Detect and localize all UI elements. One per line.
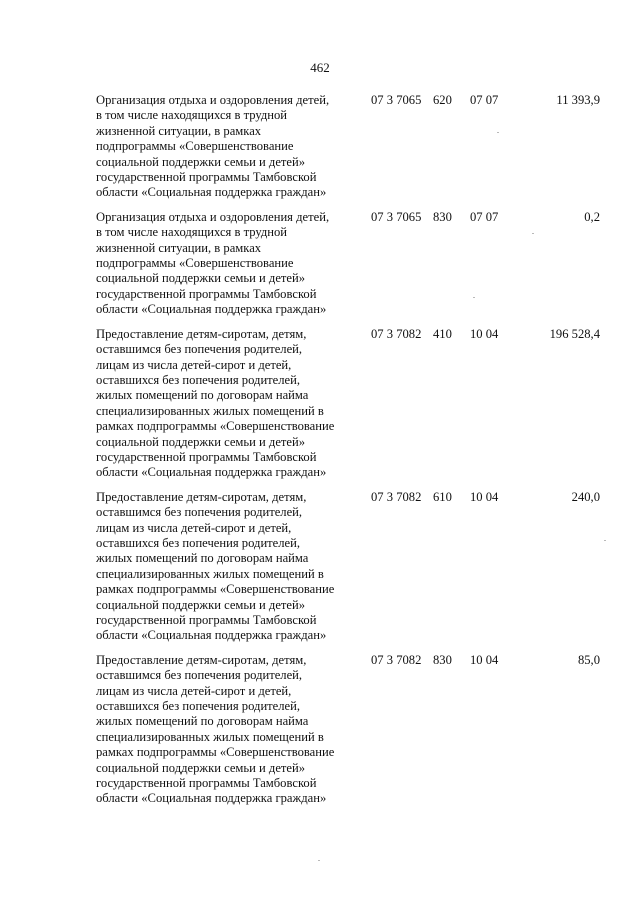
target-article-code: 07 3 7065 xyxy=(371,93,422,107)
section-subsection-code: 10 04 xyxy=(470,326,499,341)
description-line: социальной поддержки семьи и детей» xyxy=(96,760,306,775)
description-line: Предоставление детям-сиротам, детям, xyxy=(96,652,307,667)
budget-table xyxy=(0,93,640,816)
description-line: специализированных жилых помещений в xyxy=(96,403,324,418)
description-line: социальной поддержки семьи и детей» xyxy=(96,154,306,169)
row-description xyxy=(96,653,358,807)
amount-value: 196 528,4 xyxy=(549,326,600,341)
description-line: лицам из числа детей-сирот и детей, xyxy=(96,357,292,372)
description-line: оставшимся без попечения родителей, xyxy=(96,505,303,520)
description-line: лицам из числа детей-сирот и детей, xyxy=(96,520,292,535)
description-line: жизненной ситуации, в рамках xyxy=(96,123,262,138)
description-line: области «Социальная поддержка граждан» xyxy=(96,185,327,200)
section-subsection-code: 07 07 xyxy=(470,209,499,224)
amount-value: 240,0 xyxy=(571,489,600,504)
target-article-code: 07 3 7065 xyxy=(371,209,422,224)
table-row xyxy=(0,490,640,644)
description-line: государственной программы Тамбовской xyxy=(96,170,317,185)
description-line: подпрограммы «Совершенствование xyxy=(96,139,294,154)
description-line: области «Социальная поддержка граждан» xyxy=(96,791,327,806)
description-line: оставшихся без попечения родителей, xyxy=(96,372,301,387)
scan-speck xyxy=(532,233,534,234)
description-line: лицам из числа детей-сирот и детей, xyxy=(96,683,292,698)
table-row xyxy=(0,327,640,481)
expense-type-code: 610 xyxy=(433,489,452,504)
target-article-code: 07 3 7082 xyxy=(371,489,422,504)
description-line: специализированных жилых помещений в xyxy=(96,729,324,744)
description-line: государственной программы Тамбовской xyxy=(96,286,317,301)
row-description xyxy=(96,490,358,644)
section-subsection-code: 10 04 xyxy=(470,652,499,667)
target-article-code: 07 3 7082 xyxy=(371,652,422,667)
scan-speck xyxy=(318,860,320,861)
table-row xyxy=(0,210,640,318)
description-line: оставшимся без попечения родителей, xyxy=(96,668,303,683)
expense-type-code: 830 xyxy=(433,209,452,224)
table-row xyxy=(0,653,640,807)
description-line: рамках подпрограммы «Совершенствование xyxy=(96,745,335,760)
description-line: оставшимся без попечения родителей, xyxy=(96,342,303,357)
description-line: государственной программы Тамбовской xyxy=(96,776,317,791)
expense-type-code: 410 xyxy=(433,326,452,341)
description-line: социальной поддержки семьи и детей» xyxy=(96,271,306,286)
scan-speck xyxy=(473,297,475,298)
description-line: жилых помещений по договорам найма xyxy=(96,388,309,403)
row-description xyxy=(96,210,358,318)
table-row xyxy=(0,93,640,201)
description-line: рамках подпрограммы «Совершенствование xyxy=(96,419,335,434)
amount-value: 85,0 xyxy=(577,652,600,667)
description-line: в том числе находящихся в трудной xyxy=(96,225,288,240)
description-line: Организация отдыха и оздоровления детей, xyxy=(96,93,330,107)
description-line: подпрограммы «Совершенствование xyxy=(96,256,294,271)
section-subsection-code: 10 04 xyxy=(470,489,499,504)
description-line: области «Социальная поддержка граждан» xyxy=(96,628,327,643)
description-line: жилых помещений по договорам найма xyxy=(96,714,309,729)
description-line: оставшихся без попечения родителей, xyxy=(96,699,301,714)
description-line: специализированных жилых помещений в xyxy=(96,566,324,581)
description-line: социальной поддержки семьи и детей» xyxy=(96,434,306,449)
description-line: государственной программы Тамбовской xyxy=(96,613,317,627)
amount-value: 0,2 xyxy=(584,209,600,224)
scan-speck xyxy=(604,540,606,541)
description-line: Предоставление детям-сиротам, детям, xyxy=(96,489,307,504)
description-line: оставшихся без попечения родителей, xyxy=(96,535,301,550)
expense-type-code: 830 xyxy=(433,652,452,667)
description-line: в том числе находящихся в трудной xyxy=(96,108,288,123)
description-line: Предоставление детям-сиротам, детям, xyxy=(96,326,307,341)
expense-type-code: 620 xyxy=(433,93,452,107)
description-line: жилых помещений по договорам найма xyxy=(96,551,309,566)
row-description xyxy=(96,327,358,481)
scan-speck xyxy=(497,132,499,133)
description-line: Организация отдыха и оздоровления детей, xyxy=(96,209,330,224)
description-line: жизненной ситуации, в рамках xyxy=(96,240,262,255)
description-line: рамках подпрограммы «Совершенствование xyxy=(96,582,335,597)
page-number: 462 xyxy=(310,60,330,75)
description-line: области «Социальная поддержка граждан» xyxy=(96,465,327,480)
section-subsection-code: 07 07 xyxy=(470,93,499,107)
amount-value: 11 393,9 xyxy=(556,93,600,107)
description-line: социальной поддержки семьи и детей» xyxy=(96,597,306,612)
row-description xyxy=(96,93,358,201)
description-line: государственной программы Тамбовской xyxy=(96,449,317,464)
target-article-code: 07 3 7082 xyxy=(371,326,422,341)
description-line: области «Социальная поддержка граждан» xyxy=(96,302,327,317)
